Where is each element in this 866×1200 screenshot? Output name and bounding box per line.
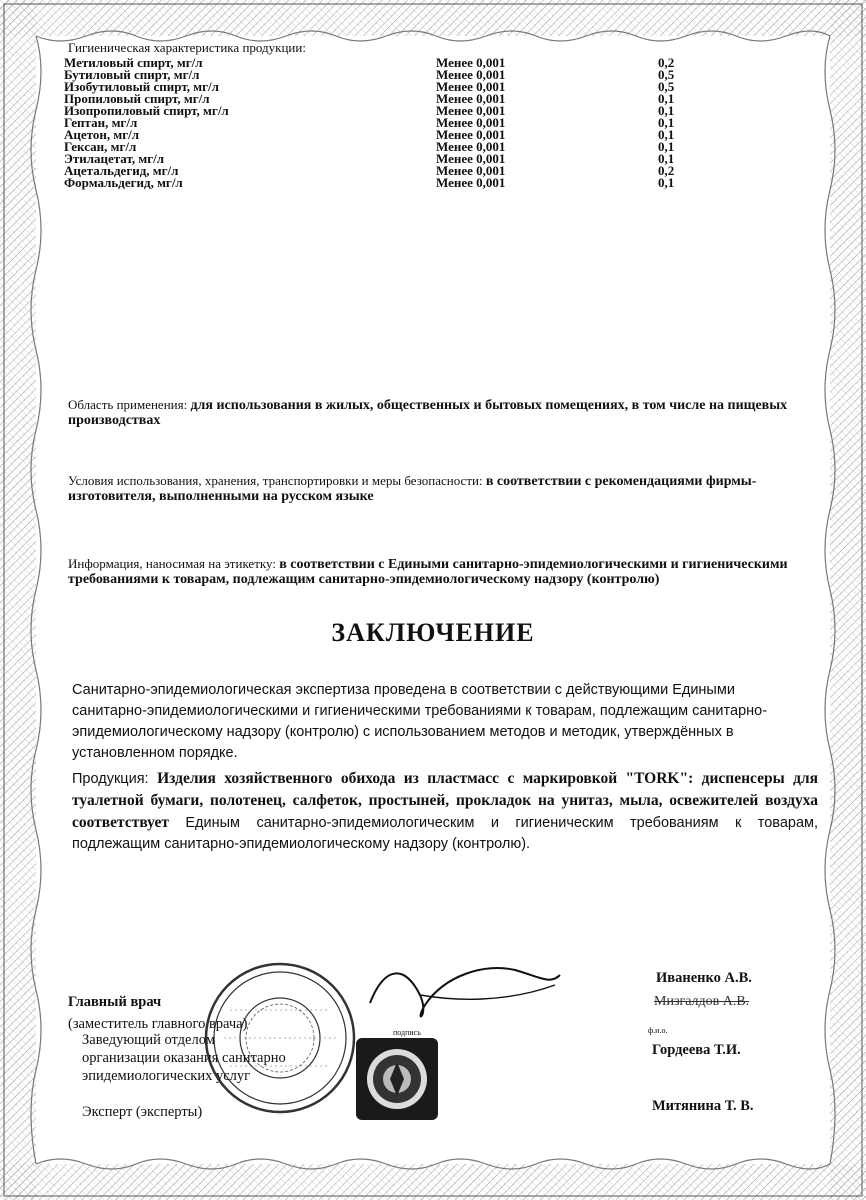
hygiene-name: Формальдегид, мг/л [64, 175, 183, 190]
label-info-section [68, 557, 808, 587]
head-label-line2: организации оказания санитарно [82, 1050, 286, 1066]
hygiene-row [64, 117, 784, 129]
hygiene-row [64, 105, 784, 117]
hygiene-name: Этилацетат, мг/л [64, 151, 165, 166]
complies-text: Единым санитарно-эпидемиологическим и гигиеническим требованиям к товарам, подлежащим санитарно-эпидемиологическому надзору (контролю). [72, 815, 819, 852]
hygiene-limit: Менее 0,001 [436, 163, 506, 178]
hygiene-name: Гексан, мг/л [64, 139, 137, 154]
hygiene-value: 0,1 [658, 151, 675, 166]
conclusion-title: ЗАКЛЮЧЕНИЕ [331, 618, 535, 647]
hygiene-name: Пропиловый спирт, мг/л [64, 91, 210, 106]
product-label: Продукция: [72, 771, 149, 787]
deputy-label: (заместитель главного врача) [68, 1016, 248, 1032]
hygiene-value: 0,2 [658, 55, 675, 70]
hygiene-name: Ацетон, мг/л [64, 127, 140, 142]
hygiene-name: Изобутиловый спирт, мг/л [64, 79, 219, 94]
hygiene-value: 0,1 [658, 175, 675, 190]
signature-scribble [365, 955, 565, 1035]
round-stamp [200, 958, 360, 1118]
chief-doctor-label: Главный врач [68, 994, 162, 1010]
scope-value: для использования в жилых, общественных и бытовых помещениях, в том числе на пищевых производствах [68, 398, 788, 428]
signer-name-1: Иваненко А.В. [656, 970, 752, 986]
hygiene-limit: Менее 0,001 [436, 127, 506, 142]
signer-name-2: Гордеева Т.И. [652, 1042, 741, 1058]
expert-label: Эксперт (эксперты) [82, 1104, 203, 1120]
hygiene-limit: Менее 0,001 [436, 55, 506, 70]
hygiene-name: Ацетальдегид, мг/л [64, 163, 179, 178]
hygiene-value: 0,5 [658, 67, 675, 82]
hygiene-value: 0,1 [658, 103, 675, 118]
head-label-line3: эпидемиологических услуг [82, 1068, 251, 1084]
hygiene-value: 0,1 [658, 139, 675, 154]
signer-name-3: Митянина Т. В. [652, 1098, 754, 1114]
hygiene-value: 0,2 [658, 163, 675, 178]
hygiene-title: Гигиеническая характеристика продукции: [68, 40, 306, 55]
conditions-label: Условия использования, хранения, транспортировки и меры безопасности: [68, 473, 483, 488]
hygiene-value: 0,1 [658, 115, 675, 130]
hygiene-limit: Менее 0,001 [436, 139, 506, 154]
scope-section [68, 398, 808, 428]
hygiene-name: Метиловый спирт, мг/л [64, 55, 203, 70]
hygiene-value: 0,1 [658, 91, 675, 106]
hygiene-name: Гептан, мг/л [64, 115, 138, 130]
complies-label: соответствует [72, 814, 169, 831]
head-label-line1: Заведующий отделом [82, 1032, 215, 1048]
product-value: Изделия хозяйственного обихода из пластмасс с маркировкой "TORK": диспенсеры для туалетной бумаги, полотенец, салфеток, простыней, прокладок на унитаз, мыла, освежителей воздуха [72, 770, 819, 809]
hygiene-limit: Менее 0,001 [436, 175, 506, 190]
hygiene-row [64, 141, 784, 153]
hygiene-limit: Менее 0,001 [436, 91, 506, 106]
hygiene-row [64, 177, 784, 189]
signer-name-1-struck: Мизгалдов А.В. [654, 994, 750, 1009]
product-paragraph [72, 768, 818, 855]
scope-label: Область применения: [68, 397, 188, 412]
fio-caption: ф.и.о. [648, 1026, 668, 1035]
conditions-section [68, 474, 808, 504]
hygiene-limit: Менее 0,001 [436, 151, 506, 166]
label-info-value: в соответствии с Едиными санитарно-эпидемиологическими и гигиеническими требованиями к товарам, подлежащим санитарно-эпидемиологическому надзору (контролю) [68, 557, 788, 587]
hygiene-limit: Менее 0,001 [436, 79, 506, 94]
hygiene-name: Бутиловый спирт, мг/л [64, 67, 200, 82]
hygiene-limit: Менее 0,001 [436, 67, 506, 82]
hygiene-value: 0,5 [658, 79, 675, 94]
hygiene-value: 0,1 [658, 127, 675, 142]
hologram-seal [352, 1034, 442, 1124]
conclusion-paragraph: Санитарно-эпидемиологическая экспертиза проведена в соответствии с действующими Едиными санитарно-эпидемиологическими и гигиеническими требованиями к товарам, подлежащим санитарно-эпидемиологическому надзору (контролю) с использованием методов и методик, утверждённых в установленном порядке. [72, 682, 768, 761]
conditions-value: в соответствии с рекомендациями фирмы-изготовителя, выполненными на русском языке [68, 474, 757, 504]
hygiene-table [64, 57, 784, 189]
label-info-label: Информация, наносимая на этикетку: [68, 556, 276, 571]
hygiene-row [64, 129, 784, 141]
hygiene-limit: Менее 0,001 [436, 103, 506, 118]
signature-caption: подпись [393, 1028, 421, 1037]
hygiene-name: Изопропиловый спирт, мг/л [64, 103, 229, 118]
hygiene-limit: Менее 0,001 [436, 115, 506, 130]
